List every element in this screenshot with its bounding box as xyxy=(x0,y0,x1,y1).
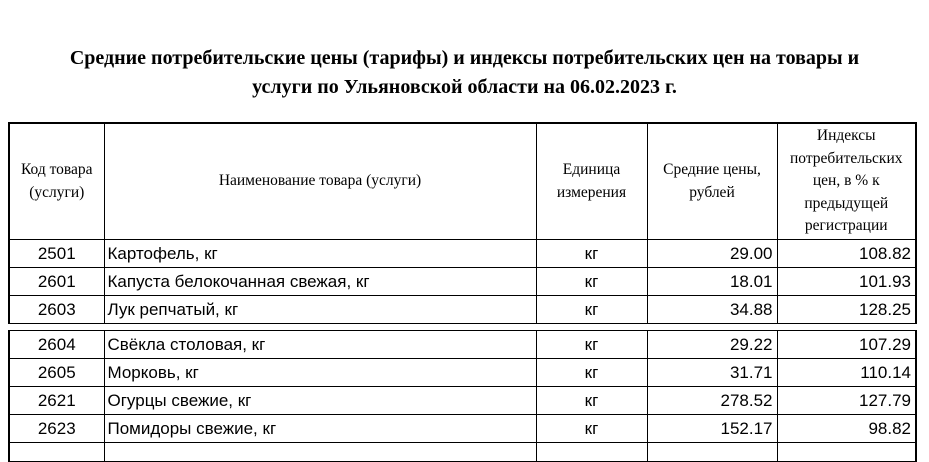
cell-name: Морковь, кг xyxy=(104,359,536,387)
cell-code: 2623 xyxy=(9,415,104,443)
cell-price: 29.22 xyxy=(647,331,777,359)
cell-index: 128.25 xyxy=(777,296,916,324)
cell-unit: кг xyxy=(536,240,647,268)
cell-price: 18.01 xyxy=(647,268,777,296)
cell-index: 110.14 xyxy=(777,359,916,387)
title-line-1: Средние потребительские цены (тарифы) и индексы потребительских цен на товары и xyxy=(69,47,860,69)
cell-code: 2621 xyxy=(9,387,104,415)
cell-unit: кг xyxy=(536,268,647,296)
cell-index xyxy=(777,443,916,462)
cell-code xyxy=(9,443,104,462)
cell-price: 34.88 xyxy=(647,296,777,324)
cell-price: 29.00 xyxy=(647,240,777,268)
cell-price: 278.52 xyxy=(647,387,777,415)
gap-cell xyxy=(104,324,536,331)
header-code: Код товара (услуги) xyxy=(9,123,104,240)
title-line-2: услуги по Ульяновской области на 06.02.2023 г. xyxy=(252,76,677,98)
cell-name: Помидоры свежие, кг xyxy=(104,415,536,443)
table-row xyxy=(9,296,916,324)
cell-name xyxy=(104,443,536,462)
cell-price xyxy=(647,443,777,462)
cell-name: Капуста белокочанная свежая, кг xyxy=(104,268,536,296)
cell-code: 2603 xyxy=(9,296,104,324)
cell-code: 2501 xyxy=(9,240,104,268)
header-price: Средние цены, рублей xyxy=(647,123,777,240)
cell-code: 2601 xyxy=(9,268,104,296)
document-title xyxy=(0,44,929,102)
table-row xyxy=(9,359,916,387)
header-index: Индексы потребительских цен, в % к предыдущей регистрации xyxy=(777,123,916,240)
gap-cell xyxy=(647,324,777,331)
gap-cell xyxy=(536,324,647,331)
cell-index: 127.79 xyxy=(777,387,916,415)
header-name: Наименование товара (услуги) xyxy=(104,123,536,240)
table-row xyxy=(9,268,916,296)
price-table xyxy=(8,122,917,462)
cell-code: 2605 xyxy=(9,359,104,387)
table-row xyxy=(9,387,916,415)
cell-unit: кг xyxy=(536,331,647,359)
cell-index: 108.82 xyxy=(777,240,916,268)
cell-index: 98.82 xyxy=(777,415,916,443)
cell-unit: кг xyxy=(536,296,647,324)
cell-code: 2604 xyxy=(9,331,104,359)
price-table-wrapper xyxy=(8,122,917,462)
cell-price: 31.71 xyxy=(647,359,777,387)
cell-name: Лук репчатый, кг xyxy=(104,296,536,324)
table-gap-row xyxy=(9,324,916,331)
cell-unit: кг xyxy=(536,359,647,387)
cell-price: 152.17 xyxy=(647,415,777,443)
table-row xyxy=(9,331,916,359)
header-unit: Единица измерения xyxy=(536,123,647,240)
gap-cell xyxy=(777,324,916,331)
cell-name: Свёкла столовая, кг xyxy=(104,331,536,359)
table-row-cut-off xyxy=(9,443,916,462)
table-row xyxy=(9,240,916,268)
cell-name: Огурцы свежие, кг xyxy=(104,387,536,415)
cell-unit xyxy=(536,443,647,462)
cell-unit: кг xyxy=(536,415,647,443)
table-header-row xyxy=(9,123,916,240)
cell-name: Картофель, кг xyxy=(104,240,536,268)
gap-cell xyxy=(9,324,104,331)
cell-unit: кг xyxy=(536,387,647,415)
cell-index: 101.93 xyxy=(777,268,916,296)
table-row xyxy=(9,415,916,443)
cell-index: 107.29 xyxy=(777,331,916,359)
